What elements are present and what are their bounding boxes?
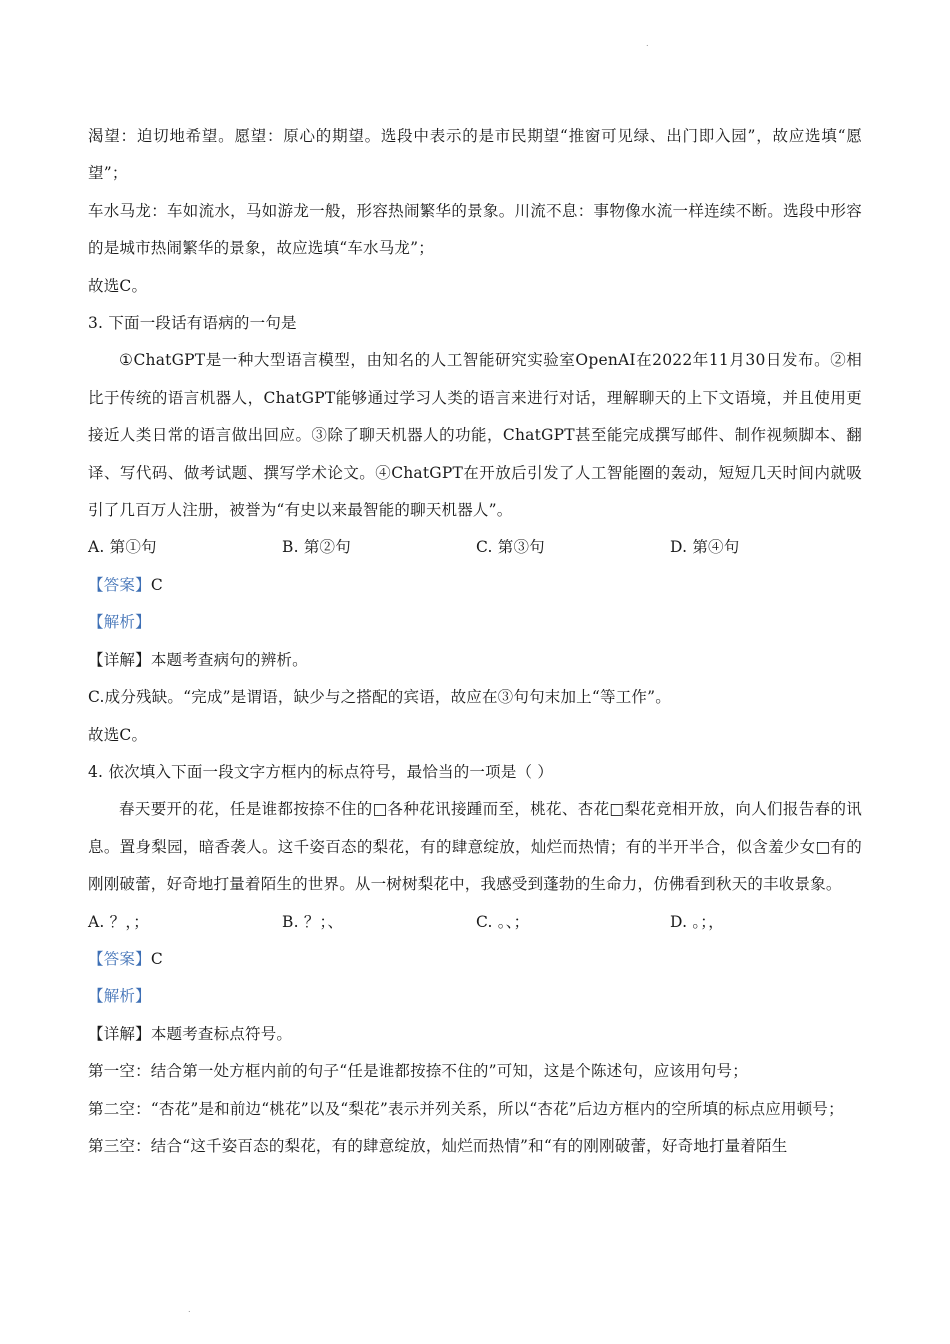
page-mark-bottom: . [188, 1305, 191, 1314]
detail-text: 本题考查标点符号。 [150, 1024, 293, 1043]
answer-value: C [150, 575, 163, 594]
option-a[interactable]: A. ？，； [88, 912, 149, 931]
question-3-title: 3. 下面一段话有语病的一句是 [88, 314, 297, 333]
option-d[interactable]: D. 。；， [670, 912, 724, 931]
question-4-options [88, 904, 862, 941]
question-4-passage: 春天要开的花，任是谁都按捺不住的□各种花讯接踵而至，桃花、杏花□梨花竞相开放，向人们报告春的讯息。置身梨园，暗香袭人。这千姿百态的梨花，有的肆意绽放，灿烂而热情；有的半开半合，似含羞少女□有的刚刚破蕾，好奇地打量着陌生的世界。从一树树梨花中，我感受到蓬勃的生命力，仿佛看到秋天的丰收景象。 [88, 800, 862, 894]
paragraph-conclusion-q2: 故选C。 [88, 276, 148, 295]
detail-label: 【详解】 [88, 650, 151, 669]
option-b[interactable]: B. 第②句 [282, 538, 351, 557]
question-4-blank-1: 第一空：结合第一处方框内前的句子“任是谁都按捺不住的”可知，这是个陈述句，应该用句号； [88, 1062, 748, 1081]
option-c[interactable]: C. 。、； [476, 912, 530, 931]
option-c[interactable]: C. 第③句 [476, 538, 545, 557]
question-3-options [88, 529, 862, 566]
option-a[interactable]: A. 第①句 [88, 538, 157, 557]
question-3-answer [88, 567, 862, 604]
question-3-passage: ①ChatGPT是一种大型语言模型，由知名的人工智能研究实验室OpenAI在2022年11月30日发布。②相比于传统的语言机器人，ChatGPT能够通过学习人类的语言来进行对话，理解聊天的上下文语境，并且使用更接近人类日常的语言做出回应。③除了聊天机器人的功能，ChatGPT甚至能完成撰写邮件、制作视频脚本、翻译、写代码、做考试题、撰写学术论文。④ChatGPT在开放后引发了人工智能圈的轰动，短短几天时间内就吸引了几百万人注册，被誉为“有史以来最智能的聊天机器人”。 [88, 351, 862, 520]
question-3-analysis [88, 604, 862, 641]
question-4-detail [88, 1016, 862, 1053]
question-4-analysis [88, 978, 862, 1015]
question-3-detail [88, 642, 862, 679]
question-3-explain: C.成分残缺。“完成”是谓语，缺少与之搭配的宾语，故应在③句句末加上“等工作”。 [88, 688, 671, 707]
question-4-title: 4. 依次填入下面一段文字方框内的标点符号，最恰当的一项是（ ） [88, 762, 554, 781]
page-mark-top: . [646, 39, 649, 48]
option-b[interactable]: B. ？；、 [282, 912, 344, 931]
question-4-answer [88, 941, 862, 978]
answer-value: C [150, 949, 163, 968]
analysis-label: 【解析】 [88, 987, 151, 1006]
paragraph-cheshuimalong: 车水马龙：车如流水，马如游龙一般，形容热闹繁华的景象。川流不息：事物像水流一样连续不断。选段中形容的是城市热闹繁华的景象，故应选填“车水马龙”； [88, 201, 862, 258]
analysis-label: 【解析】 [88, 613, 151, 632]
answer-label: 【答案】 [88, 575, 151, 594]
detail-text: 本题考查病句的辨析。 [150, 650, 308, 669]
option-d[interactable]: D. 第④句 [670, 538, 740, 557]
question-4-blank-3: 第三空：结合“这千姿百态的梨花，有的肆意绽放，灿烂而热情”和“有的刚刚破蕾，好奇地打量着陌生 [88, 1136, 788, 1155]
question-3-conclusion: 故选C。 [88, 725, 148, 744]
answer-label: 【答案】 [88, 949, 151, 968]
detail-label: 【详解】 [88, 1024, 151, 1043]
question-4-blank-2: 第二空：“杏花”是和前边“桃花”以及“梨花”表示并列关系，所以“杏花”后边方框内的空所填的标点应用顿号； [88, 1099, 844, 1118]
paragraph-yuanwang: 渴望：迫切地希望。愿望：原心的期望。选段中表示的是市民期望“推窗可见绿、出门即入园”，故应选填“愿望”； [88, 127, 862, 183]
document-body [88, 118, 862, 1165]
